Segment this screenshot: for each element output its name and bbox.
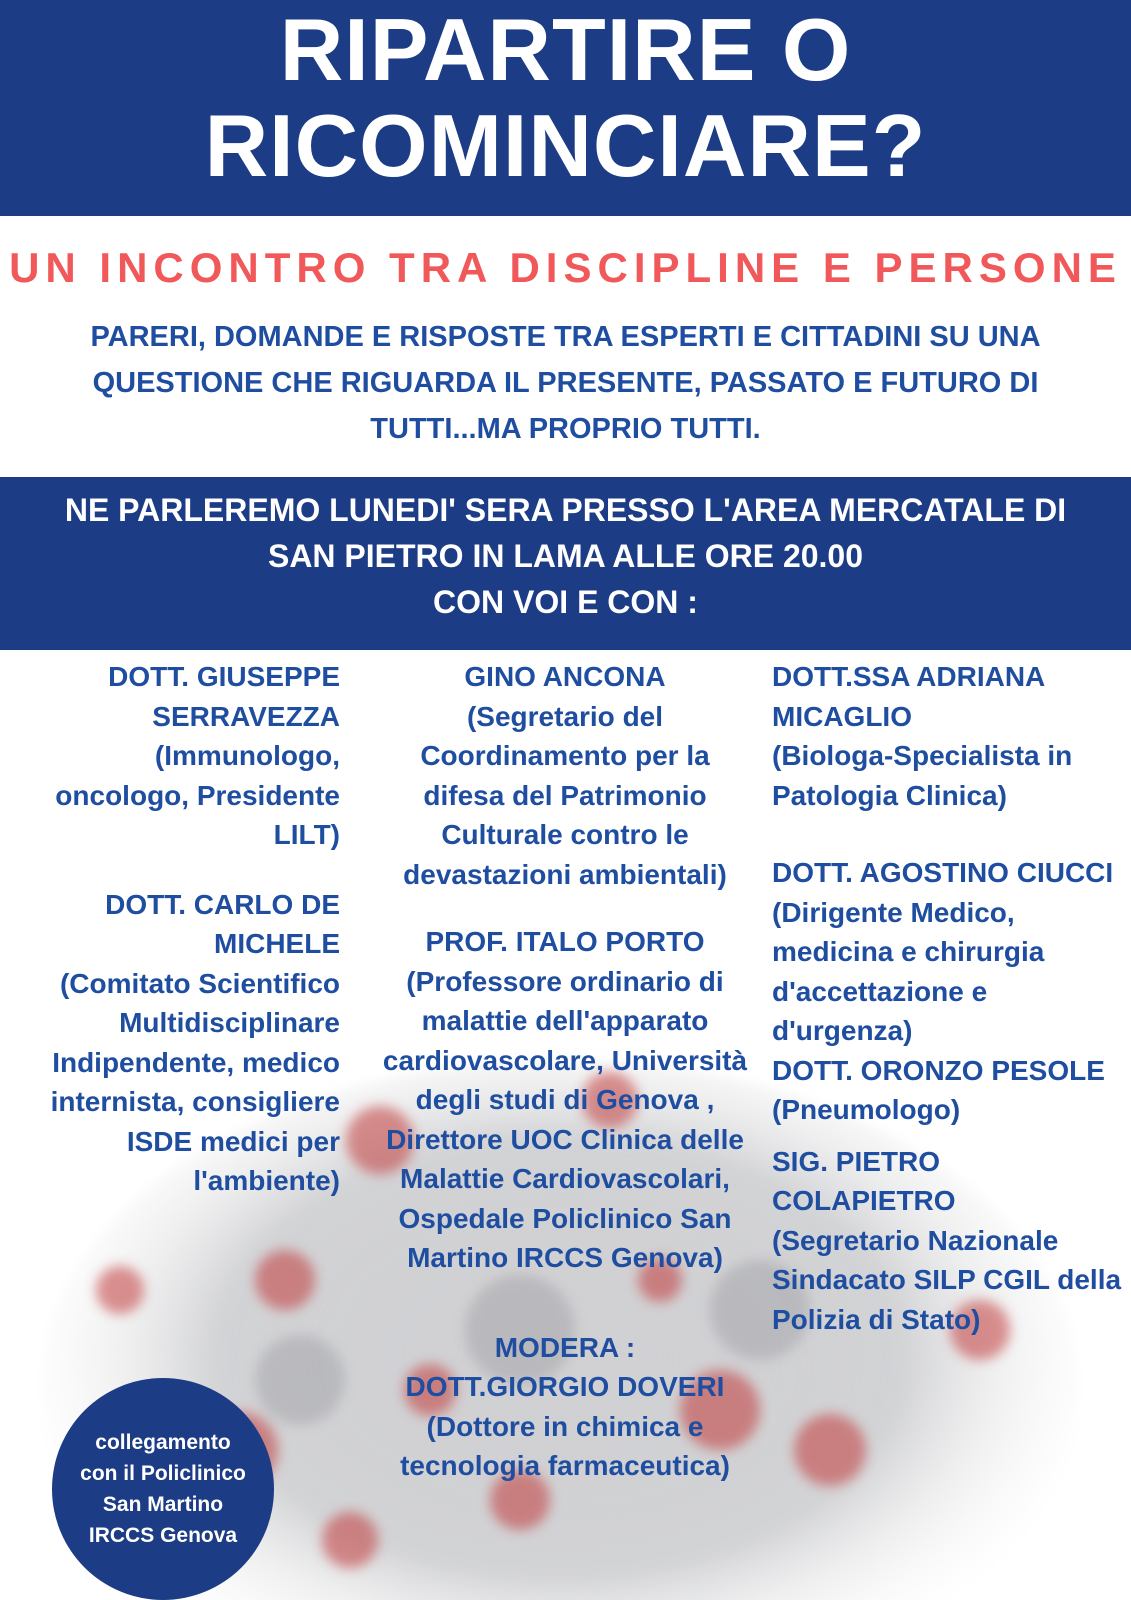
speaker-name: DOTT. AGOSTINO CIUCCI bbox=[772, 857, 1114, 888]
live-link-badge bbox=[52, 1378, 274, 1600]
event-line-3: CON VOI E CON : bbox=[433, 584, 698, 620]
title-line-1: RIPARTIRE O bbox=[279, 0, 852, 99]
speaker-name: DOTT.SSA ADRIANA MICAGLIO bbox=[772, 661, 1045, 732]
moderator-name: DOTT.GIORGIO DOVERI bbox=[405, 1371, 725, 1402]
subtitle: UN INCONTRO TRA DISCIPLINE E PERSONE bbox=[9, 244, 1122, 291]
speaker-role: (Immunologo, oncologo, Presidente LILT) bbox=[55, 740, 340, 850]
speakers-middle-column bbox=[380, 657, 750, 1486]
event-line-1: NE PARLEREMO LUNEDI' SERA PRESSO L'AREA MERCATALE DI bbox=[64, 492, 1067, 528]
speaker-name: DOTT. ORONZO PESOLE bbox=[772, 1054, 1105, 1086]
speaker-name: DOTT. CARLO DE MICHELE bbox=[105, 888, 340, 959]
speaker-role: (Pneumologo) bbox=[772, 1094, 961, 1125]
title-line-2: RICOMINCIARE? bbox=[204, 96, 927, 195]
event-line-2: SAN PIETRO IN LAMA ALLE ORE 20.00 bbox=[267, 538, 864, 574]
speaker-block bbox=[50, 885, 340, 1201]
speaker-block bbox=[772, 1051, 1122, 1130]
speaker-block bbox=[380, 922, 750, 1278]
speaker-block bbox=[772, 1142, 1122, 1340]
speaker-name: PROF. ITALO PORTO bbox=[425, 926, 705, 957]
speaker-name: DOTT. GIUSEPPE SERRAVEZZA bbox=[108, 661, 340, 732]
speaker-role: (Segretario del Coordinamento per la difesa del Patrimonio Culturale contro le devastazioni ambientali) bbox=[403, 700, 727, 890]
speakers-right-column bbox=[772, 657, 1122, 1339]
speaker-name: SIG. PIETRO COLAPIETRO bbox=[772, 1145, 956, 1216]
badge-line-1: collegamento bbox=[95, 1431, 231, 1454]
moderator-block bbox=[380, 1328, 750, 1486]
speaker-role: (Professore ordinario di malattie dell'apparato cardiovascolare, Università degli studi di Genova , Direttore UOC Clinica delle Malattie Cardiovascolari, Ospedale Policlinico San Martino IRCCS Genova) bbox=[382, 965, 748, 1273]
speaker-block bbox=[380, 657, 750, 894]
speaker-role: (Dirigente Medico, medicina e chirurgia d'accettazione e d'urgenza) bbox=[772, 896, 1045, 1046]
speaker-role: (Biologa-Specialista in Patologia Clinica) bbox=[772, 740, 1073, 811]
moderator-label: MODERA : bbox=[494, 1331, 636, 1363]
speakers-left-column bbox=[50, 657, 340, 1201]
badge-line-2: con il Policlinico bbox=[80, 1462, 246, 1485]
moderator-role: (Dottore in chimica e tecnologia farmaceutica) bbox=[400, 1410, 730, 1481]
title-banner bbox=[0, 0, 1131, 216]
speaker-name: GINO ANCONA bbox=[464, 661, 666, 692]
speaker-block bbox=[50, 657, 340, 855]
speaker-role: (Segretario Nazionale Sindacato SILP CGIL della Polizia di Stato) bbox=[772, 1224, 1122, 1335]
speaker-block bbox=[772, 853, 1122, 1051]
badge-line-4: IRCCS Genova bbox=[88, 1524, 238, 1547]
intro-text: PARERI, DOMANDE E RISPOSTE TRA ESPERTI E CITTADINI SU UNA QUESTIONE CHE RIGUARDA IL PRESENTE, PASSATO E FUTURO DI TUTTI...MA PROPRIO TUTTI. bbox=[90, 321, 1041, 445]
badge-line-3: San Martino bbox=[102, 1493, 224, 1516]
speaker-role: (Comitato Scientifico Multidisciplinare Indipendente, medico internista, consigliere ISDE medici per l'ambiente) bbox=[50, 967, 340, 1196]
event-banner bbox=[0, 477, 1131, 650]
speaker-block bbox=[772, 657, 1122, 815]
